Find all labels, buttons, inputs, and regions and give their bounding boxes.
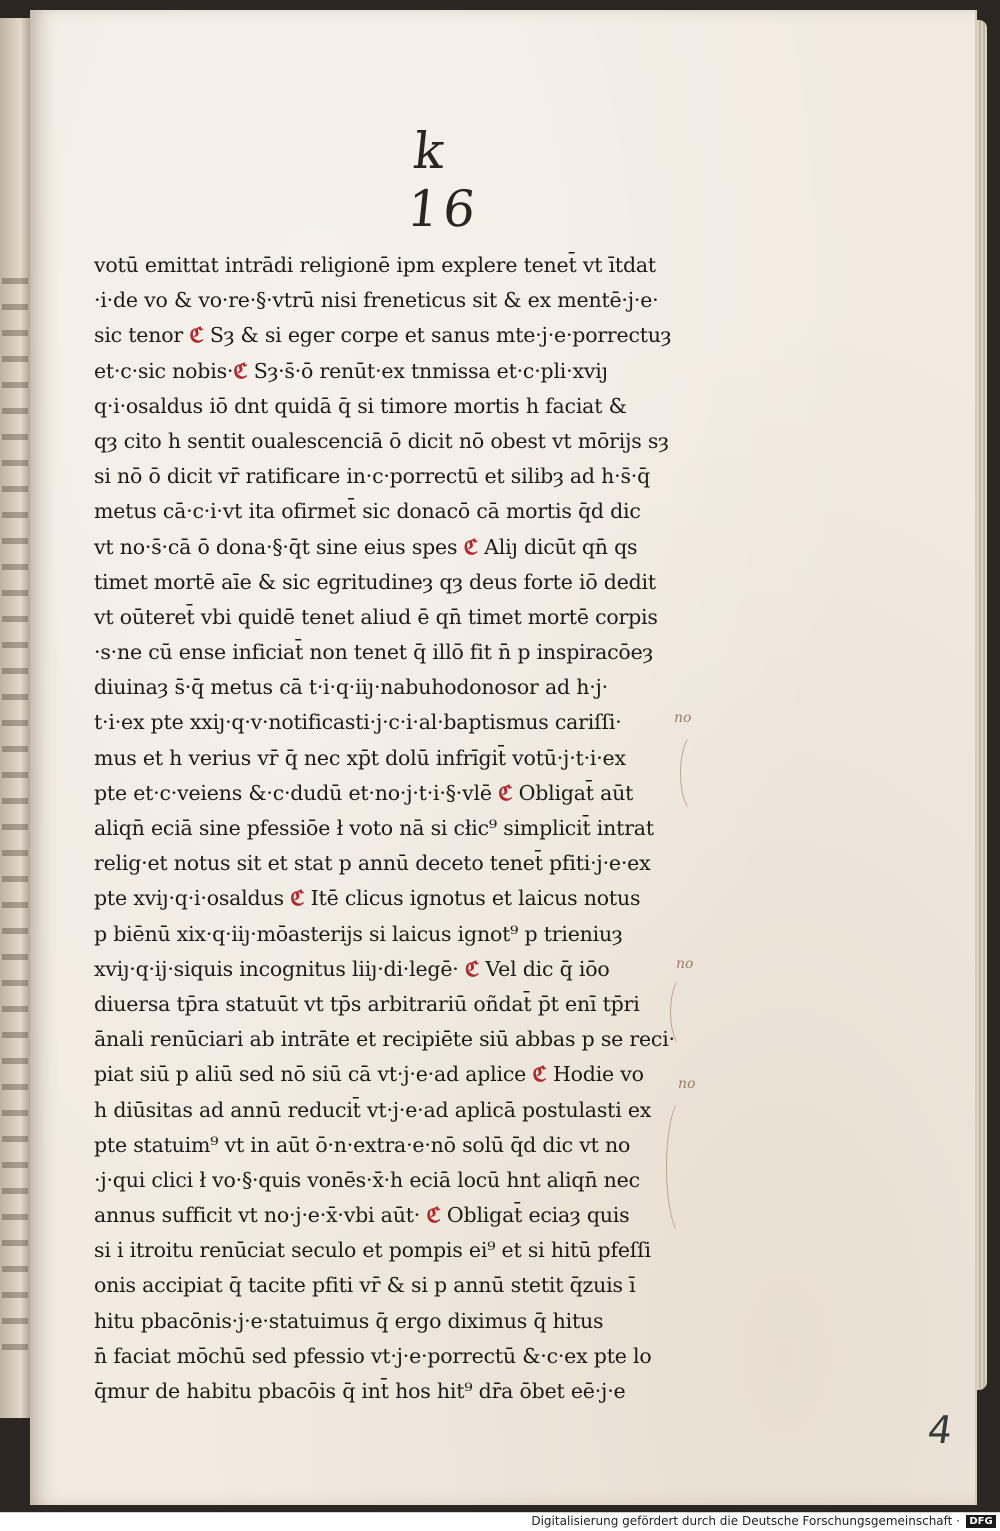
text-segment: xviȷ·q·ij·siquis incognitus liiȷ·di·legē· bbox=[94, 956, 465, 981]
text-line bbox=[94, 424, 714, 459]
text-segment: Obligat̄ aūt bbox=[512, 780, 634, 805]
text-line bbox=[94, 741, 714, 776]
text-line bbox=[94, 1128, 714, 1163]
text-line bbox=[94, 1374, 714, 1409]
text-segment: annus sufficit vt no·j·e·x̄·vbi aūt· bbox=[94, 1203, 427, 1228]
rubric-mark: ℭ bbox=[464, 956, 480, 981]
text-line bbox=[94, 776, 714, 811]
text-segment: ·i·de vo & vo·re·§·vtrū nisi freneticus sit & ex mentē·j·e· bbox=[94, 288, 659, 313]
footer-credit: Digitalisierung gefördert durch die Deutsche Forschungsgemeinschaft · bbox=[531, 1514, 960, 1528]
text-segment: Vel dic q̄ iōo bbox=[479, 956, 610, 981]
text-line bbox=[94, 1268, 714, 1303]
text-segment: mus et h verius vr̄ q̄ nec xp̄t dolū infrīgit̄ votū·j·t·i·ex bbox=[94, 745, 626, 770]
text-line bbox=[94, 846, 714, 881]
text-line bbox=[94, 917, 714, 952]
text-segment: q·i·osaldus iō dnt quidā q̄ si timore mortis h faciat & bbox=[94, 393, 627, 418]
digitization-footer bbox=[0, 1512, 1000, 1531]
text-line bbox=[94, 952, 714, 987]
text-line bbox=[94, 670, 714, 705]
dfg-logo: DFG bbox=[966, 1515, 996, 1528]
text-segment: h diūsitas ad annū reducit̄ vt·j·e·ad aplicā postulasti ex bbox=[94, 1097, 652, 1122]
text-segment: onis accipiat q̄ tacite pfiti vr̄ & si p annū stetit q̄zuis ī bbox=[94, 1273, 636, 1298]
text-line bbox=[94, 494, 714, 529]
margin-bracket bbox=[680, 732, 712, 814]
rubric-mark: ℭ bbox=[233, 358, 248, 383]
text-segment: sic tenor bbox=[94, 323, 190, 348]
text-line bbox=[94, 318, 714, 353]
text-line bbox=[94, 530, 714, 565]
text-segment: relig·et notus sit et stat p annū deceto tenet̄ pfiti·j·e·ex bbox=[94, 851, 651, 876]
text-line bbox=[94, 354, 714, 389]
page-number: 4 bbox=[924, 1408, 956, 1452]
text-segment: n̄ faciat mōchū sed pfessio vt·j·e·porrectū &·c·ex pte lo bbox=[94, 1343, 652, 1368]
facing-page-edge bbox=[0, 18, 34, 1418]
text-line bbox=[94, 1304, 714, 1339]
text-line bbox=[94, 1093, 714, 1128]
margin-bracket bbox=[670, 976, 698, 1048]
text-line bbox=[94, 1233, 714, 1268]
margin-note: no bbox=[674, 710, 692, 726]
facing-page-text-bleed bbox=[2, 278, 28, 1358]
text-segment: q̄mur de habitu pbacōis q̄ int̄ hos hit⁹ dr̄a ōbet eē·j·e bbox=[94, 1379, 626, 1403]
text-line bbox=[94, 600, 714, 635]
folio-mark: k 16 bbox=[404, 122, 483, 238]
text-line bbox=[94, 635, 714, 670]
text-segment: metus cā·c·i·vt ita ofirmet̄ sic donacō cā mortis q̄d dic bbox=[94, 499, 641, 524]
text-segment: Sȝ & si eger corpe et sanus mte·j·e·porrectuȝ bbox=[203, 323, 672, 348]
text-segment: vt oūteret̄ vbi quidē tenet aliud ē qn̄ timet mortē corpis bbox=[94, 604, 658, 629]
text-segment: piat siū p aliū sed nō siū cā vt·j·e·ad aplice bbox=[94, 1062, 533, 1087]
text-line bbox=[94, 1022, 714, 1057]
text-segment: qȝ cito h sentit oualescenciā ō dicit nō obest vt mōrijs sȝ bbox=[94, 428, 669, 453]
text-segment: diuinaȝ s̄·q̄ metus cā t·i·q·iiȷ·nabuhodonosor ad h·j· bbox=[94, 675, 609, 700]
text-segment: diuersa tp̄ra statuūt vt tp̄s arbitrariū oñdat̄ p̄t enī tp̄ri bbox=[94, 991, 640, 1016]
margin-bracket bbox=[666, 1096, 702, 1238]
rubric-mark: ℭ bbox=[426, 1203, 441, 1228]
text-line bbox=[94, 705, 714, 740]
text-line bbox=[94, 881, 714, 916]
text-line bbox=[94, 1163, 714, 1198]
text-segment: si nō ō dicit vr̄ ratificare in·c·porrectū et silibȝ ad h·s̄·q̄ bbox=[94, 464, 651, 489]
text-line bbox=[94, 459, 714, 494]
text-segment: aliqn̄ eciā sine pfessiōe ł voto nā si cłic⁹ simplicit̄ intrat bbox=[94, 816, 654, 840]
text-line bbox=[94, 283, 714, 318]
text-segment: Aliȷ dicūt qn̄ qs bbox=[477, 534, 638, 559]
rubric-mark: ℭ bbox=[532, 1062, 547, 1087]
text-line bbox=[94, 811, 714, 846]
text-segment: Itē clicus ignotus et laicus notus bbox=[304, 886, 641, 911]
rubric-mark: ℭ bbox=[189, 323, 204, 348]
text-block bbox=[94, 248, 714, 1409]
text-segment: et·c·sic nobis· bbox=[94, 358, 234, 383]
text-segment: timet mortē aīe & sic egritudineȝ qȝ deus forte iō dedit bbox=[94, 569, 656, 594]
text-segment: hitu pbacōnis·j·e·statuimus q̄ ergo diximus q̄ hitus bbox=[94, 1308, 604, 1333]
text-segment: t·i·ex pte xxiȷ·q·v·notificasti·j·c·i·al·baptismus cariſſi· bbox=[94, 710, 622, 735]
text-segment: pte xviȷ·q·i·osaldus bbox=[94, 886, 291, 911]
rubric-mark: ℭ bbox=[290, 886, 305, 911]
rubric-mark: ℭ bbox=[463, 534, 478, 559]
text-segment: Hodie vo bbox=[546, 1062, 644, 1087]
text-segment: vt no·s̄·cā ō dona·§·q̄t sine eius spes bbox=[94, 534, 464, 559]
text-segment: Obligat̄ eciaȝ quis bbox=[440, 1203, 630, 1228]
margin-note: no bbox=[676, 956, 694, 972]
text-line bbox=[94, 1339, 714, 1374]
text-line bbox=[94, 565, 714, 600]
text-segment: ānali renūciari ab intrāte et recipiēte siū abbas p se reci· bbox=[94, 1027, 675, 1052]
text-line bbox=[94, 248, 714, 283]
text-segment: p biēnū xix·q·iiȷ·mōasterijs si laicus ignot⁹ p trieniuȝ bbox=[94, 921, 623, 946]
rubric-mark: ℭ bbox=[498, 780, 513, 805]
text-segment: votū emittat intrādi religionē ipm explere tenet̄ vt ītdat bbox=[94, 253, 656, 277]
text-segment: si i itroitu renūciat seculo et pompis ei⁹ et si hitū pfeſſi bbox=[94, 1238, 651, 1263]
text-line bbox=[94, 987, 714, 1022]
text-line bbox=[94, 389, 714, 424]
text-segment: pte et·c·veiens &·c·dudū et·no·j·t·i·§·vlē bbox=[94, 780, 499, 805]
book-page bbox=[30, 10, 975, 1505]
text-segment: ·s·ne cū ense inficiat̄ non tenet q̄ illō fit n̄ p inspiracōeȝ bbox=[94, 640, 653, 665]
text-segment: pte statuim⁹ vt in aūt ō·n·extra·e·nō solū q̄d dic vt no bbox=[94, 1132, 631, 1157]
margin-note: no bbox=[678, 1076, 696, 1092]
text-segment: ·j·qui clici ł vo·§·quis vonēs·x̄·h eciā locū hnt aliqn̄ nec bbox=[94, 1167, 640, 1192]
text-segment: Sȝ·s̄·ō renūt·ex tnmissa et·c·pli·xviȷ bbox=[247, 358, 608, 383]
text-line bbox=[94, 1057, 714, 1092]
text-line bbox=[94, 1198, 714, 1233]
